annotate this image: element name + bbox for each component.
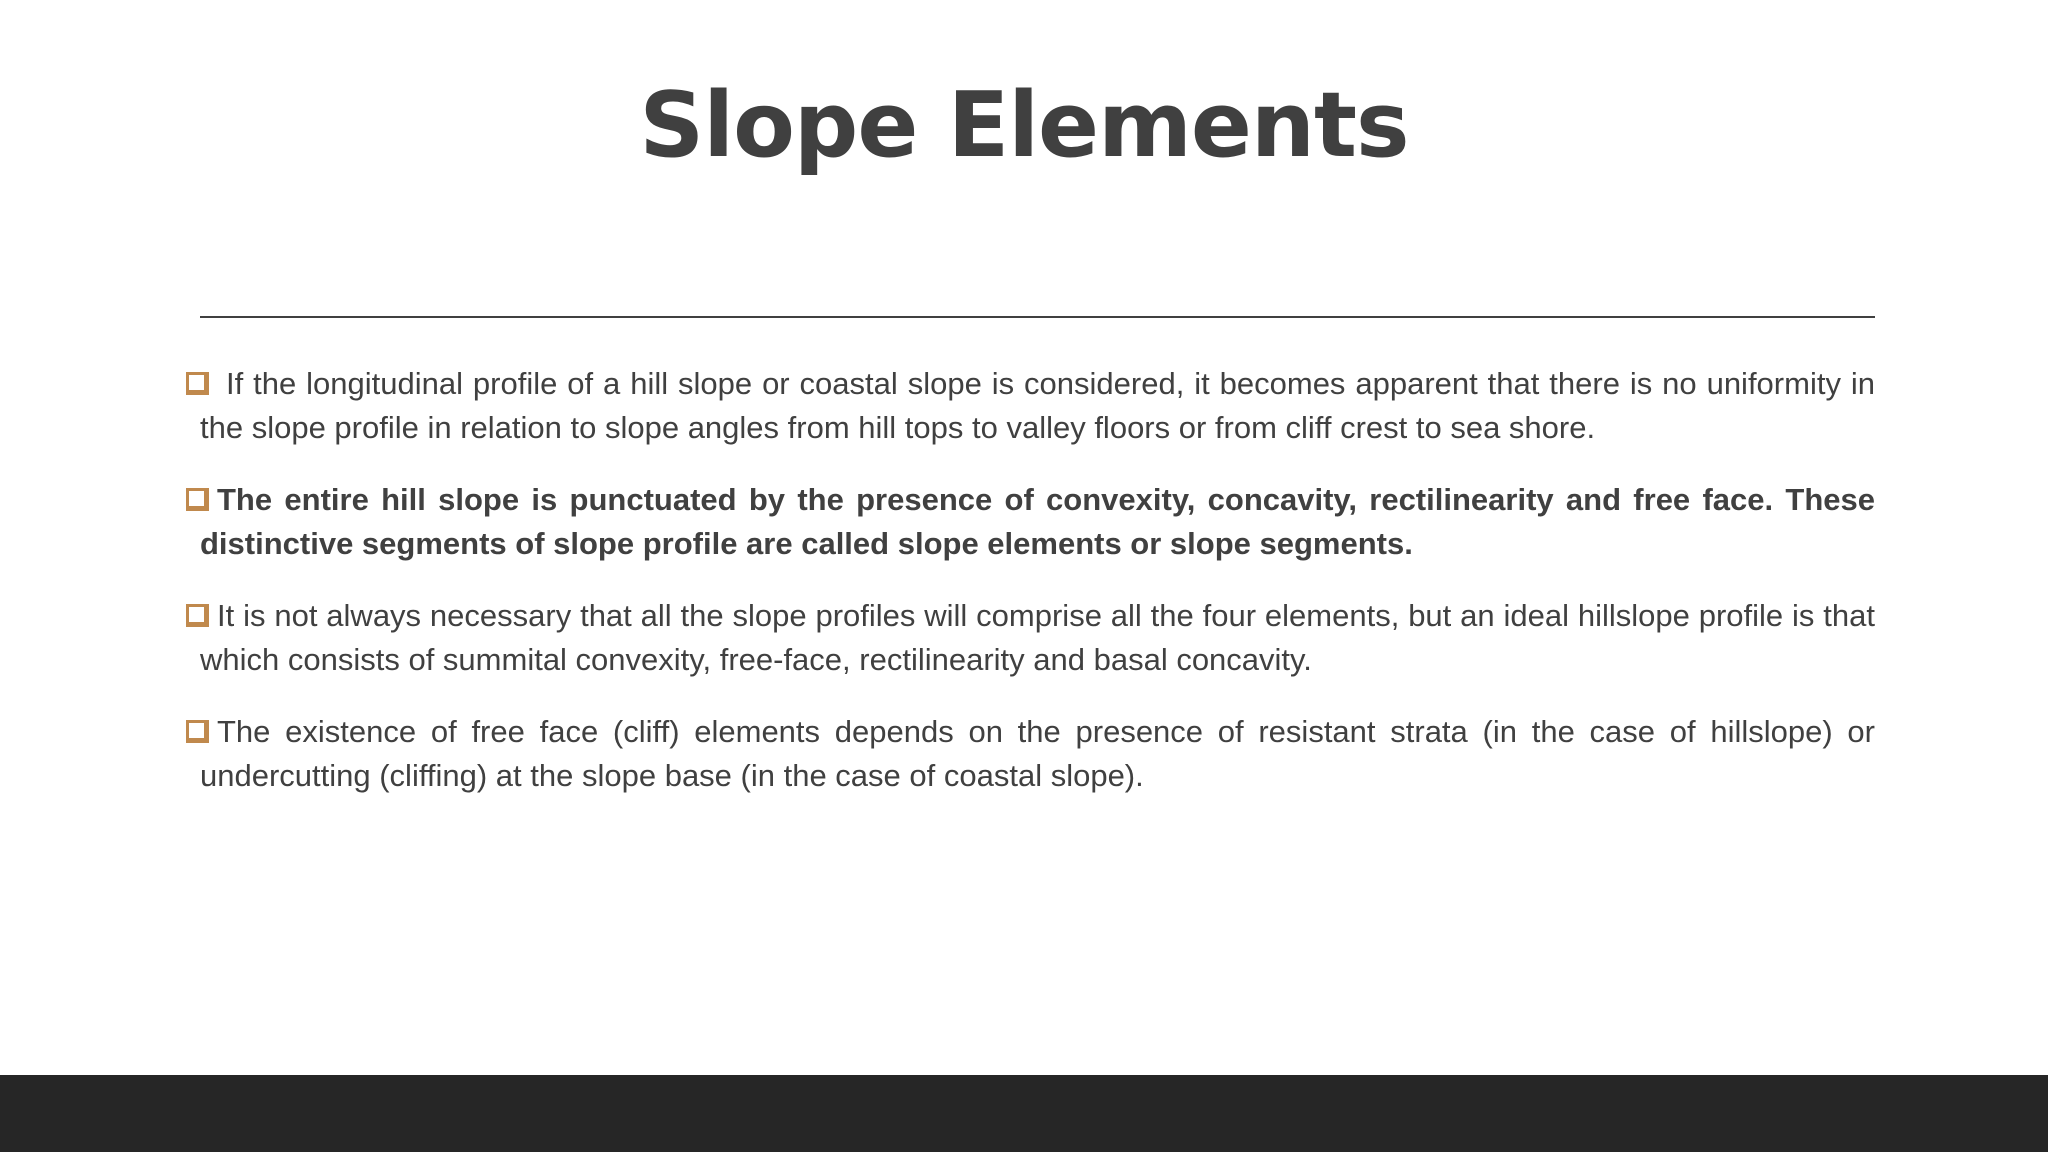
slide-title: Slope Elements — [639, 73, 1409, 178]
bullet-text: If the longitudinal profile of a hill slope or coastal slope is considered, it becomes apparent that there is no uniformity in the slope profile in relation to slope angles from hill tops to valley floors or from cliff crest to sea shore. — [200, 366, 1875, 445]
bullet-item — [186, 362, 1875, 449]
checkbox-bullet-icon — [186, 604, 209, 627]
checkbox-bullet-icon — [186, 720, 209, 743]
checkbox-bullet-icon — [186, 488, 209, 511]
bullet-item — [186, 594, 1875, 681]
footer-band — [0, 1075, 2048, 1152]
bullet-text: It is not always necessary that all the slope profiles will comprise all the four elements, but an ideal hillslope profile is that which consists of summital convexity, free-face, rectilinearity and basal concavity. — [200, 598, 1875, 677]
bullet-text: The existence of free face (cliff) elements depends on the presence of resistant strata (in the case of hillslope) or undercutting (cliffing) at the slope base (in the case of coastal slope). — [200, 714, 1875, 793]
bullet-item — [186, 478, 1875, 565]
bullet-item — [186, 710, 1875, 797]
bullet-text: The entire hill slope is punctuated by the presence of convexity, concavity, rectilinearity and free face. These distinctive segments of slope profile are called slope elements or slope segments. — [200, 482, 1875, 561]
title-divider — [200, 316, 1875, 318]
checkbox-bullet-icon — [186, 372, 209, 395]
bullet-list — [186, 362, 1875, 826]
